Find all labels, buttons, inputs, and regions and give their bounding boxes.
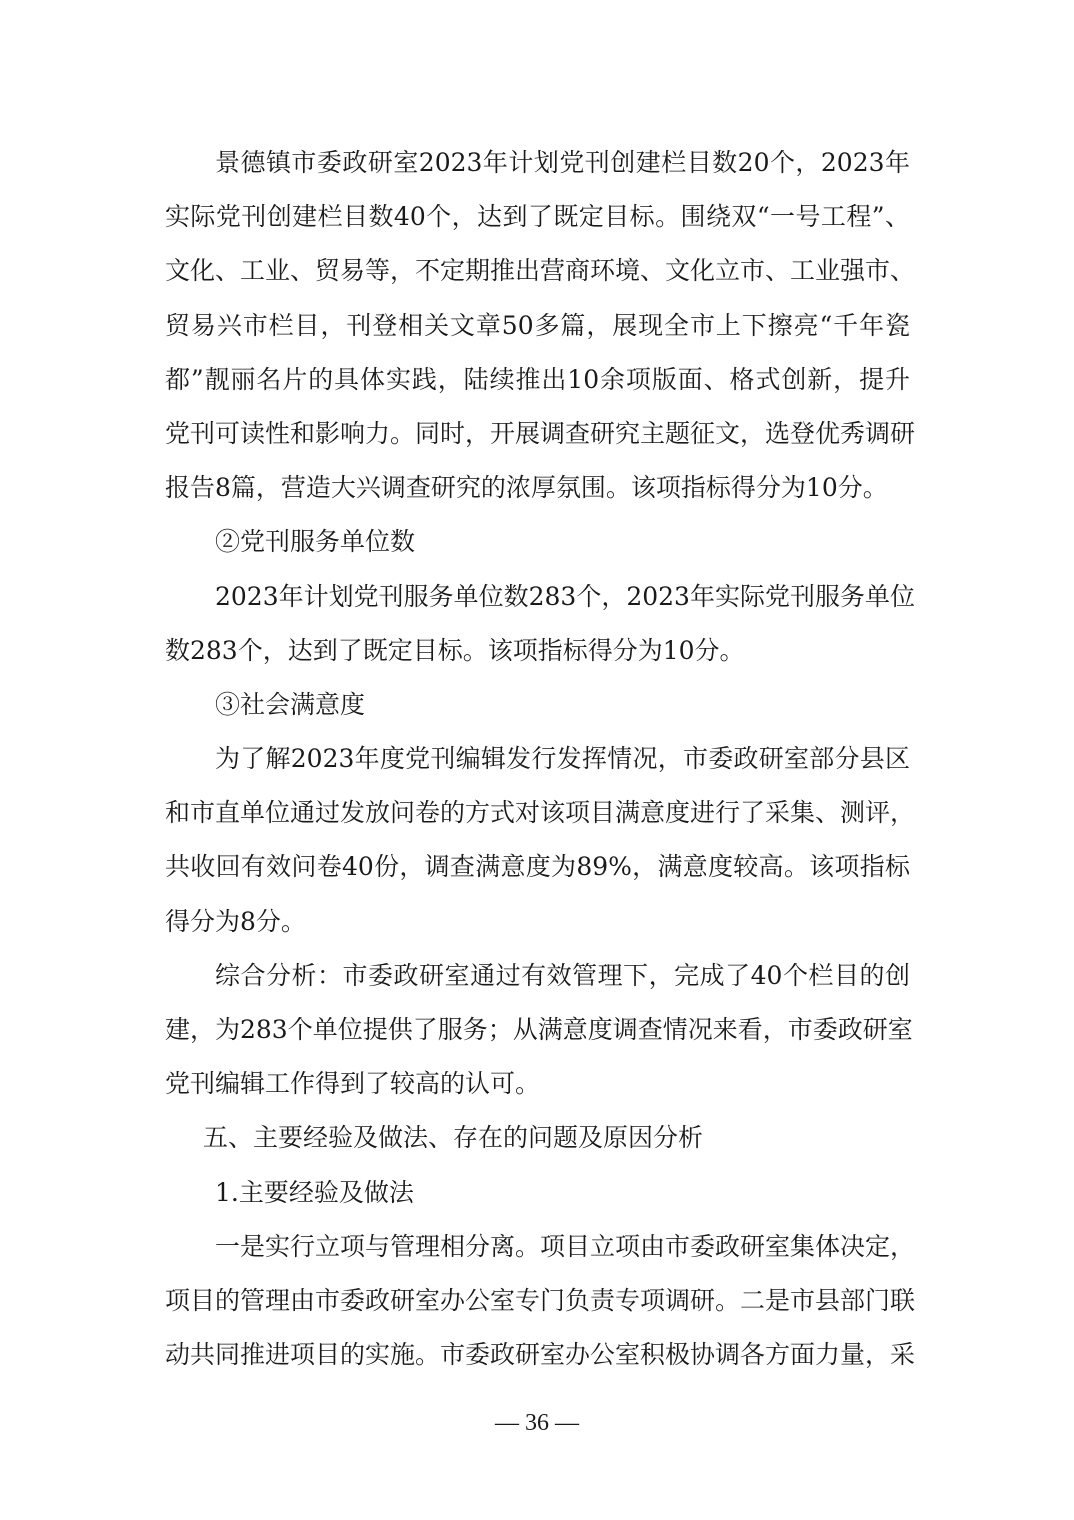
text-line: 动共同推进项目的实施。市委政研室办公室积极协调各方面力量，采 <box>165 1340 916 1370</box>
subheading <box>165 678 910 732</box>
text-line: 共收回有效问卷40份，调查满意度为89%，满意度较高。该项指标 <box>165 852 910 882</box>
text-line: 文化、工业、贸易等，不定期推出营商环境、文化立市、工业强市、 <box>165 256 916 286</box>
paragraph <box>165 949 913 1112</box>
text-line: 得分为8分。 <box>165 906 306 936</box>
text-line: 党刊可读性和影响力。同时，开展调查研究主题征文，选登优秀调研 <box>165 418 916 448</box>
text-line: 综合分析：市委政研室通过有效管理下，完成了40个栏目的创 <box>215 960 910 990</box>
text-line: 项目的管理由市委政研室办公室专门负责专项调研。二是市县部门联 <box>165 1285 916 1315</box>
text-line: ②党刊服务单位数 <box>215 527 416 557</box>
text-line: ③社会满意度 <box>215 689 366 719</box>
document-body <box>165 136 916 1382</box>
text-line: 报告8篇，营造大兴调查研究的浓厚氛围。该项指标得分为10分。 <box>165 473 888 503</box>
paragraph <box>165 570 915 678</box>
text-line: 1.主要经验及做法 <box>215 1177 414 1207</box>
paragraph <box>165 136 916 515</box>
subheading <box>165 515 910 569</box>
text-line: 数283个，达到了既定目标。该项指标得分为10分。 <box>165 635 745 665</box>
text-line: 五、主要经验及做法、存在的问题及原因分析 <box>203 1123 704 1153</box>
paragraph <box>165 1220 916 1383</box>
text-line: 贸易兴市栏目，刊登相关文章50多篇，展现全市上下擦亮“千年瓷 <box>165 310 910 340</box>
subheading <box>165 1166 910 1220</box>
section-heading <box>165 1111 910 1165</box>
text-line: 为了解2023年度党刊编辑发行发挥情况，市委政研室部分县区 <box>215 744 910 774</box>
text-line: 一是实行立项与管理相分离。项目立项由市委政研室集体决定， <box>215 1231 916 1261</box>
text-line: 景德镇市委政研室2023年计划党刊创建栏目数20个，2023年 <box>215 148 910 177</box>
text-line: 都”靓丽名片的具体实践，陆续推出10余项版面、格式创新，提升 <box>165 364 910 394</box>
text-line: 建，为283个单位提供了服务；从满意度调查情况来看，市委政研室 <box>165 1015 913 1044</box>
paragraph <box>165 732 916 949</box>
text-line: 党刊编辑工作得到了较高的认可。 <box>165 1069 541 1099</box>
text-line: 实际党刊创建栏目数40个，达到了既定目标。围绕双“一号工程”、 <box>165 202 910 232</box>
text-line: 和市直单位通过发放问卷的方式对该项目满意度进行了采集、测评， <box>165 798 916 828</box>
text-line: 2023年计划党刊服务单位数283个，2023年实际党刊服务单位 <box>215 581 915 611</box>
page-number: — 36 — <box>495 1410 579 1436</box>
